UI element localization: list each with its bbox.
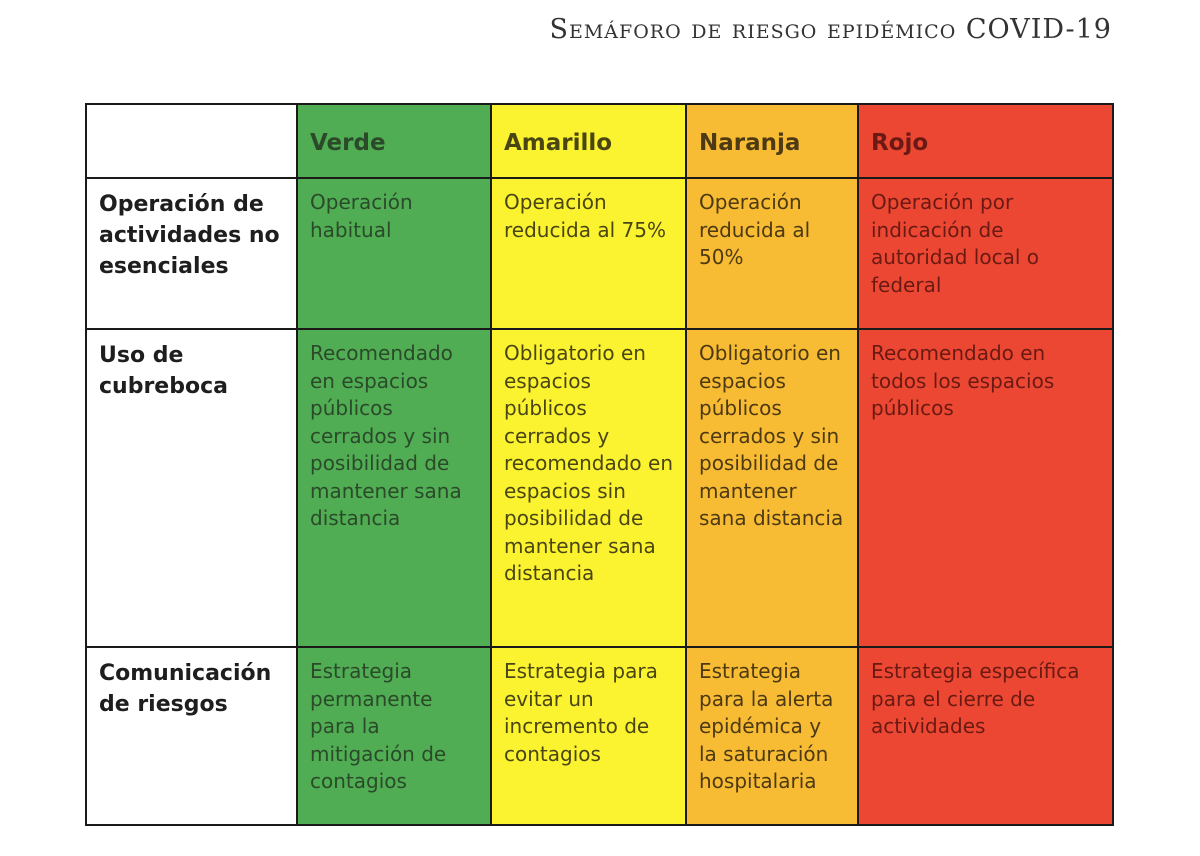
cell-cubreboca-verde: Recomendado en espacios públicos cerrados y sin posibilidad de mantener sana distancia — [297, 329, 491, 647]
cell-operacion-rojo: Operación por indicación de autoridad local o federal — [858, 178, 1113, 329]
cell-operacion-naranja: Operación reducida al 50% — [686, 178, 858, 329]
cell-comunicacion-rojo: Estrategia específica para el cierre de actividades — [858, 647, 1113, 825]
risk-table — [85, 103, 1114, 826]
table-row-cubreboca — [86, 329, 1113, 647]
cell-operacion-amarillo: Operación reducida al 75% — [491, 178, 686, 329]
header-naranja: Naranja — [686, 104, 858, 178]
row-label-cubreboca: Uso de cubreboca — [86, 329, 297, 647]
header-rojo: Rojo — [858, 104, 1113, 178]
row-label-comunicacion: Comunicación de riesgos — [86, 647, 297, 825]
cell-comunicacion-amarillo: Estrategia para evitar un incremento de contagios — [491, 647, 686, 825]
header-verde: Verde — [297, 104, 491, 178]
header-corner-cell — [86, 104, 297, 178]
cell-comunicacion-verde: Estrategia permanente para la mitigación de contagios — [297, 647, 491, 825]
table-row-operacion — [86, 178, 1113, 329]
cell-cubreboca-amarillo: Obligatorio en espacios públicos cerrados y recomendado en espacios sin posibilidad de mantener sana distancia — [491, 329, 686, 647]
row-label-operacion: Operación de actividades no esenciales — [86, 178, 297, 329]
header-amarillo: Amarillo — [491, 104, 686, 178]
cell-cubreboca-rojo: Recomendado en todos los espacios públicos — [858, 329, 1113, 647]
table-row-comunicacion — [86, 647, 1113, 825]
cell-operacion-verde: Operación habitual — [297, 178, 491, 329]
document-title: Semáforo de riesgo epidémico COVID-19 — [549, 14, 1112, 45]
header-row — [86, 104, 1113, 178]
cell-cubreboca-naranja: Obligatorio en espacios públicos cerrados y sin posibilidad de mantener sana distancia — [686, 329, 858, 647]
cell-comunicacion-naranja: Estrategia para la alerta epidémica y la saturación hospitalaria — [686, 647, 858, 825]
